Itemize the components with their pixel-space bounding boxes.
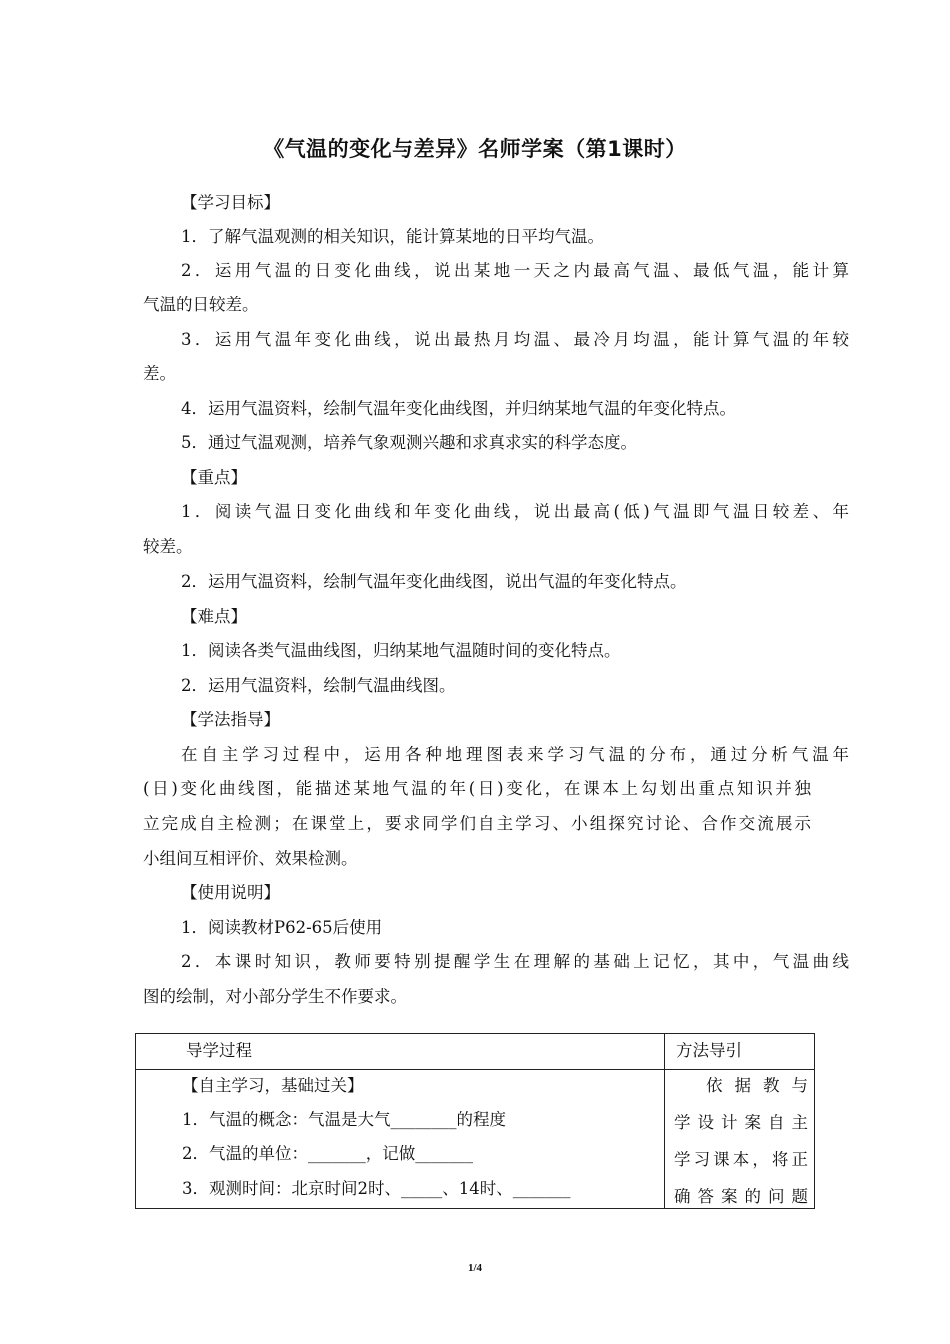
usage-2-line-1: 2．本课时知识，教师要特别提醒学生在理解的基础上记忆，其中，气温曲线 — [181, 952, 849, 971]
objective-2-line-1: 2．运用气温的日变化曲线，说出某地一天之内最高气温、最低气温，能计算 — [181, 261, 849, 280]
method-guide-line-4: 确答案的问题 — [674, 1187, 808, 1206]
objective-3-line-2: 差。 — [143, 364, 176, 383]
method-line-3: 立完成自主检测；在课堂上，要求同学们自主学习、小组探究讨论、合作交流展示 — [143, 814, 811, 833]
method-guide-line-2: 学设计案自主 — [674, 1113, 808, 1132]
method-line-2: (日)变化曲线图，能描述某地气温的年(日)变化，在课本上勾划出重点知识并独 — [143, 779, 811, 798]
objective-4: 4．运用气温资料，绘制气温年变化曲线图，并归纳某地气温的年变化特点。 — [181, 399, 736, 418]
page-number: 1/4 — [467, 1262, 483, 1274]
usage-2-line-2: 图的绘制，对小部分学生不作要求。 — [143, 987, 407, 1006]
question-2: 2．气温的单位：_______，记做_______ — [182, 1144, 473, 1163]
objective-5: 5．通过气温观测，培养气象观测兴趣和求真求实的科学态度。 — [181, 433, 637, 452]
key-point-1-line-1: 1．阅读气温日变化曲线和年变化曲线，说出最高(低)气温即气温日较差、年 — [181, 502, 849, 521]
difficulty-2: 2．运用气温资料，绘制气温曲线图。 — [181, 676, 456, 695]
method-line-4: 小组间互相评价、效果检测。 — [143, 849, 358, 868]
method-line-1: 在自主学习过程中，运用各种地理图表来学习气温的分布，通过分析气温年 — [181, 745, 849, 764]
question-3: 3．观测时间：北京时间2时、_____、14时、_______ — [182, 1179, 571, 1198]
table-header-method: 方法导引 — [676, 1041, 742, 1060]
method-guide-line-1: 依据教与 — [706, 1076, 808, 1095]
method-heading: 【学法指导】 — [181, 710, 280, 729]
objective-1: 1．了解气温观测的相关知识，能计算某地的日平均气温。 — [181, 227, 604, 246]
key-point-1-line-2: 较差。 — [143, 537, 193, 556]
method-guide-text — [674, 1067, 808, 1215]
difficulties-heading: 【难点】 — [181, 607, 247, 626]
key-points-heading: 【重点】 — [181, 468, 247, 487]
objective-3-line-1: 3．运用气温年变化曲线，说出最热月均温、最冷月均温，能计算气温的年较 — [181, 330, 849, 349]
self-study-heading: 【自主学习，基础过关】 — [182, 1076, 364, 1095]
usage-1: 1．阅读教材P62-65后使用 — [181, 918, 383, 937]
difficulty-1: 1．阅读各类气温曲线图，归纳某地气温随时间的变化特点。 — [181, 641, 621, 660]
method-guide-line-3: 学习课本，将正 — [674, 1150, 808, 1169]
study-process-table — [135, 1033, 815, 1209]
objective-2-line-2: 气温的日较差。 — [143, 295, 259, 314]
table-header-process: 导学过程 — [186, 1041, 252, 1060]
table-column-divider — [664, 1034, 665, 1208]
question-1: 1．气温的概念：气温是大气________的程度 — [182, 1110, 506, 1129]
page-title: 《气温的变化与差异》名师学案（第1课时） — [263, 137, 687, 161]
usage-heading: 【使用说明】 — [181, 883, 280, 902]
objectives-heading: 【学习目标】 — [181, 193, 280, 212]
key-point-2: 2．运用气温资料，绘制气温年变化曲线图，说出气温的年变化特点。 — [181, 572, 687, 591]
